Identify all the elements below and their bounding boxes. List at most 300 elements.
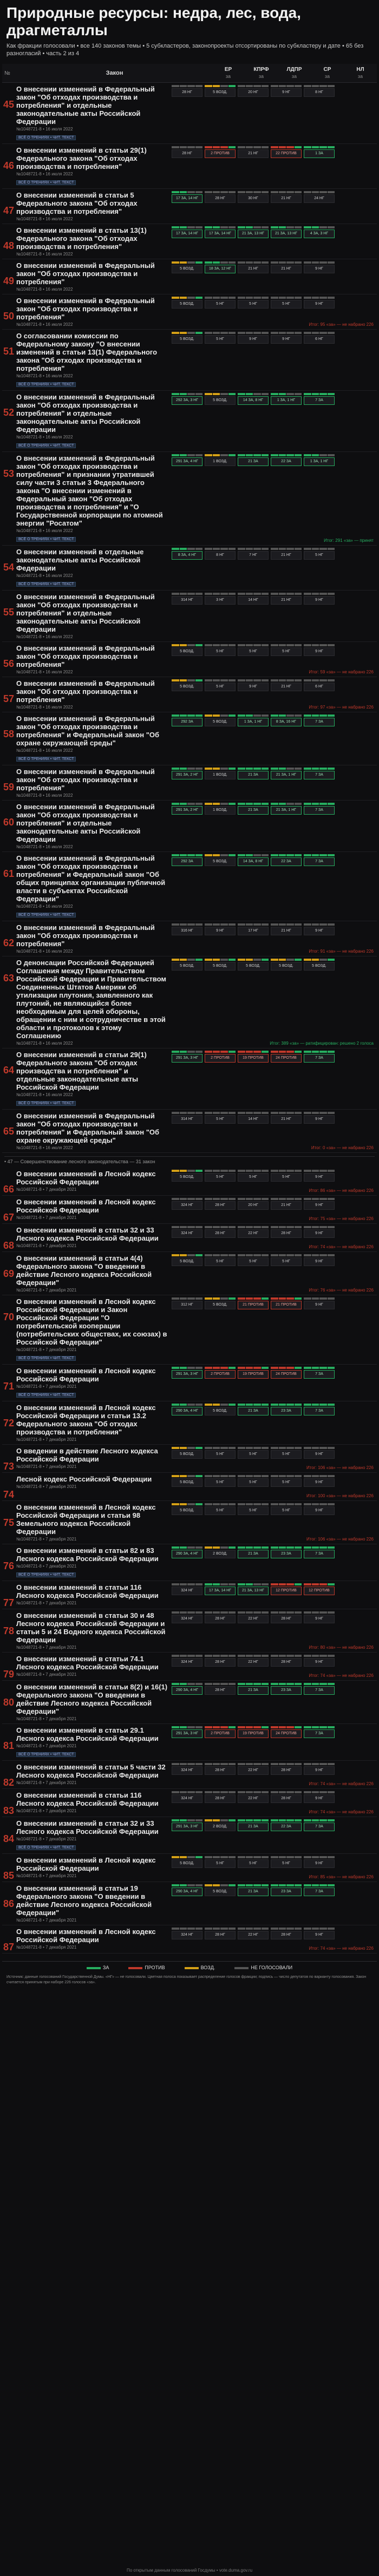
law-title[interactable]: О внесении изменений в статьи 30 и 48 Лесного кодекса Российской Федерации и статьи 5 и 24 Водного кодекса Российской Федерации (16, 1611, 166, 1644)
law-meta: №1048721-8 • 7 декабря 2021 (16, 1484, 77, 1489)
vote-bar-segment (205, 644, 212, 646)
vote-bar-segment (253, 803, 261, 805)
vote-bar-segment (195, 1791, 203, 1793)
vote-bar-segment (328, 1655, 335, 1657)
vote-cells (171, 83, 336, 143)
law-tag-link[interactable]: ВСЁ О ТРЕНИЯХ • ЧИТ. ТЕКСТ (16, 1845, 76, 1850)
vote-bar-segment (328, 1367, 335, 1369)
law-cell (15, 1445, 171, 1472)
law-tag-link[interactable]: ВСЁ О ТРЕНИЯХ • ЧИТ. ТЕКСТ (16, 537, 76, 542)
vote-cell (237, 923, 270, 956)
vote-bar (238, 1198, 269, 1200)
vote-bar-segment (295, 454, 302, 456)
law-row[interactable] (2, 765, 377, 801)
vote-bar-segment (262, 1856, 269, 1858)
vote-bar (205, 1884, 236, 1886)
law-title[interactable]: О внесении изменений в Федеральный закон "Об отходах производства и потребления" (16, 644, 155, 668)
vote-bar-segment (279, 1726, 286, 1728)
law-title[interactable]: О внесении изменений в статьи 29(1) Федерального закона "Об отходах производства и потребления" и отдельные законодательные акты Российской Федерации (16, 1051, 147, 1091)
law-meta: №1048721-8 • 7 декабря 2021 (16, 1601, 77, 1605)
law-title[interactable]: О внесении изменений в статьи 29.1 Лесного кодекса Российской Федерации (16, 1726, 159, 1742)
law-tag-link[interactable]: ВСЁ О ТРЕНИЯХ • ЧИТ. ТЕКСТ (16, 1393, 76, 1398)
vote-count: 7 ЗА (304, 771, 335, 779)
vote-bar-segment (312, 146, 319, 148)
law-row[interactable] (2, 259, 377, 294)
vote-bar-segment (180, 1503, 187, 1505)
vote-bar-segment (172, 332, 179, 334)
law-title[interactable]: О внесении изменений в Федеральный закон "Об отходах производства и потребления" и Федеральный закон "Об охране окружающей среды" (16, 715, 160, 747)
law-row[interactable] (2, 1854, 377, 1882)
vote-bar-segment (228, 593, 236, 595)
law-row[interactable] (2, 677, 377, 712)
vote-bar-segment (304, 1112, 311, 1114)
vote-count: 2 ПРОТИВ (205, 149, 236, 158)
vote-bar-segment (312, 1583, 319, 1585)
vote-cell (270, 1583, 303, 1609)
law-row[interactable] (2, 1168, 377, 1196)
vote-bar-segment (312, 297, 319, 299)
vote-bar-segment (238, 1447, 245, 1449)
vote-bar (205, 1791, 236, 1793)
law-title[interactable]: О денонсации Российской Федерацией Соглашения между Правительством Российской Федерации и Правительством Соединенных Штатов Америки об утилизации плутония, заявленного как плутоний, не являющийся более необходимым для целей обороны, обращении с ним и сотрудничестве в этой области и протоколов к этому Соглашению (16, 959, 166, 1040)
vote-bar-segment (246, 1763, 253, 1765)
law-row[interactable] (2, 83, 377, 144)
vote-cells (171, 1401, 336, 1444)
vote-bar-segment (286, 1503, 294, 1505)
vote-bar-segment (253, 1763, 261, 1765)
vote-bar-segment (187, 1198, 195, 1200)
vote-bar-segment (187, 1655, 195, 1657)
law-row[interactable] (2, 294, 377, 330)
law-row[interactable] (2, 546, 377, 591)
vote-bar-segment (262, 1198, 269, 1200)
vote-bar (238, 332, 269, 334)
vote-bar-segment (312, 1475, 319, 1477)
vote-bar-segment (213, 1051, 220, 1053)
law-row[interactable] (2, 956, 377, 1048)
row-number: 65 (3, 1126, 15, 1137)
law-meta: №1048721-8 • 16 июля 2022 (16, 217, 73, 221)
law-title[interactable]: О внесении изменений в Федеральный закон "Об отходах производства и потребления" и отдельные законодательные акты Российской Федерации (16, 593, 155, 633)
vote-cells (171, 956, 336, 1048)
vote-bar-segment (246, 803, 253, 805)
vote-bar (271, 1546, 302, 1549)
vote-bar-segment (304, 1447, 311, 1449)
vote-cell (204, 1611, 237, 1652)
vote-bar-segment (172, 593, 179, 595)
vote-bar (205, 1254, 236, 1256)
vote-bar-segment (205, 1404, 212, 1406)
vote-cell (171, 1611, 204, 1652)
law-title[interactable]: О внесении изменений в Лесной кодекс Российской Федерации (16, 1928, 156, 1944)
law-row[interactable] (2, 1196, 377, 1224)
vote-cell (270, 1297, 303, 1364)
law-row[interactable] (2, 1252, 377, 1295)
vote-bar-segment (195, 226, 203, 228)
law-title[interactable]: О внесении изменений в Федеральный закон "Об отходах производства и потребления" и отдельные законодательные акты Российской Федерации (16, 393, 155, 434)
vote-bar-segment (213, 1683, 220, 1685)
vote-bar (238, 1112, 269, 1114)
vote-bar (205, 1297, 236, 1300)
law-tag-link[interactable]: ВСЁ О ТРЕНИЯХ • ЧИТ. ТЕКСТ (16, 1572, 76, 1577)
law-row[interactable] (2, 1761, 377, 1789)
law-title[interactable]: О внесении изменений в статьи 29(1) Федерального закона "Об отходах производства и потребления" (16, 146, 147, 171)
vote-bar-segment (328, 1475, 335, 1477)
vote-bar-segment (220, 1928, 228, 1930)
law-row[interactable] (2, 1224, 377, 1252)
law-title[interactable]: О внесении изменений в Федеральный закон "Об отходах производства и потребления" и отдельные законодательные акты Российской Федерации (16, 803, 155, 843)
vote-count: 2 ВОЗД. (205, 1550, 236, 1558)
vote-bar-segment (180, 1791, 187, 1793)
law-row[interactable] (2, 801, 377, 852)
law-title[interactable]: Лесной кодекс Российской Федерации (16, 1475, 152, 1483)
law-title[interactable]: О введении в действие Лесного кодекса Российской Федерации (16, 1447, 158, 1463)
vote-bar-segment (220, 332, 228, 334)
vote-bar-segment (279, 1503, 286, 1505)
row-number: 64 (3, 1065, 15, 1076)
vote-bar-segment (180, 1112, 187, 1114)
vote-bar (172, 715, 202, 717)
law-title[interactable]: О внесении изменений в статьи 74.1 Лесного кодекса Российской Федерации (16, 1655, 159, 1671)
law-title[interactable]: О внесении изменений в статьи 82 и 83 Лесного кодекса Российской Федерации (16, 1546, 159, 1563)
law-title[interactable]: О внесении изменений в статьи 32 и 33 Лесного кодекса Российской Федерации (16, 1819, 159, 1836)
vote-cells (171, 1048, 336, 1109)
vote-bar-segment (220, 548, 228, 550)
vote-count: 24 НГ (304, 194, 335, 203)
vote-bar (304, 1928, 335, 1930)
vote-bar-segment (279, 1884, 286, 1886)
vote-bar-segment (195, 1583, 203, 1585)
law-tag-link[interactable]: ВСЁ О ТРЕНИЯХ • ЧИТ. ТЕКСТ (16, 1356, 76, 1361)
vote-cell (303, 1884, 336, 1925)
vote-bar-segment (205, 1198, 212, 1200)
vote-bar-segment (213, 1583, 220, 1585)
vote-bar-segment (187, 1297, 195, 1300)
vote-bar-segment (195, 146, 203, 148)
law-title[interactable]: О внесении изменений в статьи 116 Лесного кодекса Российской Федерации (16, 1583, 159, 1600)
vote-bar-segment (238, 1475, 245, 1477)
vote-count: 292 ЗА, 3 НГ (172, 396, 202, 405)
vote-bar (205, 1198, 236, 1200)
law-title[interactable]: О внесении изменений в Лесной кодекс Российской Федерации (16, 1170, 156, 1186)
vote-bar (304, 1546, 335, 1549)
vote-bar-segment (220, 297, 228, 299)
law-tag-link[interactable]: ВСЁ О ТРЕНИЯХ • ЧИТ. ТЕКСТ (16, 582, 76, 587)
vote-cells (171, 189, 336, 224)
law-row[interactable] (2, 224, 377, 259)
law-row[interactable] (2, 1295, 377, 1365)
law-row[interactable] (2, 1048, 377, 1110)
vote-bar-segment (304, 1819, 311, 1821)
vote-bar-segment (304, 454, 311, 456)
law-title[interactable]: О внесении изменений в статьи 5 части 32 Лесного кодекса Российской Федерации (16, 1763, 166, 1779)
vote-count: 1 ВОЗД. (205, 457, 236, 466)
vote-bar-segment (279, 146, 286, 148)
row-number: 48 (3, 240, 15, 251)
law-title[interactable]: О внесении изменений в Федеральный закон "Об отходах производства и потребления" и Федеральный закон "Об общих принципах организации публичной власти в субъектах Российской Федерации" (16, 854, 166, 903)
vote-bar-segment (220, 1726, 228, 1728)
vote-bar-segment (271, 923, 278, 926)
vote-cell (237, 1763, 270, 1788)
law-row[interactable] (2, 1817, 377, 1854)
vote-bar-segment (187, 1475, 195, 1477)
vote-bar-segment (172, 715, 179, 717)
vote-bar-segment (295, 1655, 302, 1657)
law-row[interactable] (2, 1882, 377, 1925)
vote-bar (271, 768, 302, 770)
vote-count: 1 ЗА, 1 НГ (271, 396, 302, 405)
law-tag-link[interactable]: ВСЁ О ТРЕНИЯХ • ЧИТ. ТЕКСТ (16, 1101, 76, 1106)
vote-bar-segment (228, 1170, 236, 1172)
vote-bar-segment (228, 261, 236, 264)
law-row[interactable] (2, 144, 377, 189)
law-row[interactable] (2, 391, 377, 452)
vote-bar-segment (246, 959, 253, 961)
vote-bar-segment (228, 1404, 236, 1406)
vote-bar-segment (195, 261, 203, 264)
legend-swatch (128, 1967, 142, 1969)
law-row[interactable] (2, 1544, 377, 1581)
law-row[interactable] (2, 452, 377, 546)
vote-count: 23 ЗА (271, 1686, 302, 1695)
law-row[interactable] (2, 712, 377, 765)
vote-bar-segment (220, 1763, 228, 1765)
law-title[interactable]: О внесении изменений в Лесной кодекс Российской Федерации (16, 1856, 156, 1872)
law-row[interactable] (2, 1365, 377, 1401)
vote-count: 9 НГ (238, 335, 269, 344)
law-tag-link[interactable]: ВСЁ О ТРЕНИЯХ • ЧИТ. ТЕКСТ (16, 135, 76, 140)
law-row[interactable] (2, 1110, 377, 1153)
vote-bar (271, 1051, 302, 1053)
vote-cell (270, 1254, 303, 1295)
vote-cell (171, 854, 204, 921)
vote-bar-segment (253, 593, 261, 595)
legend-swatch (185, 1967, 199, 1969)
vote-cell (237, 1856, 270, 1882)
vote-count: 21 ЗА (238, 1407, 269, 1415)
vote-bar (271, 85, 302, 87)
law-row[interactable] (2, 1925, 377, 1954)
law-row[interactable] (2, 189, 377, 224)
law-cell (15, 83, 171, 143)
vote-count: 9 НГ (304, 1301, 335, 1309)
vote-bar-segment (172, 644, 179, 646)
vote-bar (304, 715, 335, 717)
law-tag-link[interactable]: ВСЁ О ТРЕНИЯХ • ЧИТ. ТЕКСТ (16, 180, 76, 185)
vote-bar-segment (271, 1297, 278, 1300)
law-row[interactable] (2, 921, 377, 956)
vote-bar-segment (304, 1611, 311, 1614)
vote-bar-segment (286, 1112, 294, 1114)
vote-count: 21 ЗА (238, 806, 269, 815)
law-row[interactable] (2, 591, 377, 642)
vote-count: 5 НГ (271, 300, 302, 309)
vote-bar-segment (187, 644, 195, 646)
law-cell (15, 677, 171, 712)
vote-cell (204, 297, 237, 329)
law-cell (15, 1224, 171, 1251)
law-title[interactable]: О согласовании комиссии по Федеральному закону "О внесении изменений в статьи 13(1) Федерального закона "Об отходах производства и потребления" (16, 332, 158, 372)
law-title[interactable]: О внесении изменений в Федеральный закон "Об отходах производства и потребления" (16, 923, 155, 948)
vote-bar-segment (213, 85, 220, 87)
law-title[interactable]: О внесении изменений в Федеральный закон "Об отходах производства и потребления" (16, 261, 155, 286)
vote-bar-segment (253, 1198, 261, 1200)
law-row[interactable] (2, 852, 377, 921)
law-title[interactable]: О внесении изменений в отдельные законодательные акты Российской Федерации (16, 548, 144, 572)
law-row[interactable] (2, 1653, 377, 1681)
vote-bar-segment (304, 854, 311, 856)
vote-bar-segment (312, 768, 319, 770)
law-title[interactable]: О внесении изменений в статьи 13(1) Федерального закона "Об отходах производства и потребления" (16, 226, 147, 251)
vote-cell (237, 679, 270, 712)
vote-bar-segment (172, 1884, 179, 1886)
vote-bar-segment (271, 1546, 278, 1549)
vote-bar-segment (328, 85, 335, 87)
vote-bar (172, 1198, 202, 1200)
law-tag-link[interactable]: ВСЁ О ТРЕНИЯХ • ЧИТ. ТЕКСТ (16, 1752, 76, 1757)
law-row[interactable] (2, 1609, 377, 1653)
vote-bar (238, 854, 269, 856)
vote-bar-segment (295, 1254, 302, 1256)
vote-bar-segment (312, 1856, 319, 1858)
vote-count: 22 НГ (238, 1658, 269, 1667)
law-title[interactable]: О внесении изменений в Лесной кодекс Российской Федерации (16, 1198, 156, 1214)
vote-bar (304, 1254, 335, 1256)
vote-bar (238, 1404, 269, 1406)
law-tag-link[interactable]: ВСЁ О ТРЕНИЯХ • ЧИТ. ТЕКСТ (16, 757, 76, 762)
law-row[interactable] (2, 1501, 377, 1544)
vote-count: 5 ВОЗД. (172, 335, 202, 344)
row-number: 53 (3, 468, 15, 479)
vote-bar-segment (213, 959, 220, 961)
law-title[interactable]: О внесении изменений в Лесной кодекс Российской Федерации и статьи 98 Земельного кодекса Российской Федерации (16, 1503, 156, 1536)
vote-bar-segment (246, 644, 253, 646)
law-title[interactable]: О внесении изменений в Федеральный закон "Об отходах производства и потребления" (16, 297, 155, 321)
vote-bar-segment (286, 191, 294, 193)
vote-bar (238, 1763, 269, 1765)
vote-bar-segment (228, 679, 236, 681)
vote-bar-segment (319, 1583, 327, 1585)
vote-bar-segment (205, 1112, 212, 1114)
law-title[interactable]: О внесении изменений в Федеральный закон "Об отходах производства и потребления" (16, 679, 155, 704)
vote-bar-segment (228, 1198, 236, 1200)
vote-bar-segment (295, 297, 302, 299)
law-title[interactable]: О внесении изменений в статьи 32 и 33 Лесного кодекса Российской Федерации (16, 1226, 159, 1242)
vote-bar (172, 679, 202, 681)
vote-count: 324 НГ (172, 1615, 202, 1623)
vote-cell (204, 803, 237, 851)
law-title[interactable]: О внесении изменений в статьи 4(4) Федерального закона "О введении в действие Лесного кодекса Российской Федерации" (16, 1254, 152, 1287)
vote-bar-segment (205, 1884, 212, 1886)
law-cell (15, 1501, 171, 1544)
vote-bar-segment (220, 1791, 228, 1793)
vote-bar (172, 1791, 202, 1793)
vote-bar (304, 1051, 335, 1053)
vote-bar-segment (328, 1404, 335, 1406)
vote-bar-segment (295, 1051, 302, 1053)
vote-bar-segment (213, 1655, 220, 1657)
vote-bar-segment (220, 146, 228, 148)
vote-bar-segment (319, 1226, 327, 1228)
vote-bar (238, 1583, 269, 1585)
law-row[interactable] (2, 1681, 377, 1724)
vote-cell (171, 1226, 204, 1251)
vote-bar-segment (328, 1726, 335, 1728)
law-title[interactable]: О внесении изменений в Федеральный закон "Об отходах производства и потребления" и Федеральный закон "Об охране окружающей среды" (16, 1112, 160, 1144)
vote-bar-segment (279, 1170, 286, 1172)
vote-bar-segment (304, 959, 311, 961)
law-row[interactable] (2, 1581, 377, 1609)
law-row[interactable] (2, 1445, 377, 1473)
vote-cell (237, 1928, 270, 1953)
vote-bar (304, 854, 335, 856)
law-row[interactable] (2, 1473, 377, 1501)
vote-count: 28 НГ (271, 1931, 302, 1939)
law-row[interactable] (2, 330, 377, 391)
vote-bar-segment (295, 1475, 302, 1477)
law-title[interactable]: О внесении изменений в Федеральный закон "Об отходах производства и потребления" (16, 768, 155, 792)
vote-bar (205, 715, 236, 717)
vote-bar-segment (172, 1928, 179, 1930)
vote-count: 28 НГ (271, 1615, 302, 1623)
vote-cells (171, 1581, 336, 1609)
law-title[interactable]: О внесении изменений в статьи 116 Лесного кодекса Российской Федерации (16, 1791, 159, 1807)
law-row[interactable] (2, 1789, 377, 1817)
vote-bar (238, 1546, 269, 1549)
law-title[interactable]: О внесении изменений в Федеральный закон "Об отходах производства и потребления" и отдельные законодательные акты Российской Федерации (16, 85, 155, 126)
law-meta: №1048721-8 • 7 декабря 2021 (16, 1672, 77, 1677)
law-title[interactable]: О внесении изменений в Федеральный закон "Об отходах производства и потребления" и признании утратившей силу части 3 статьи 3 Федерального закона "О внесении изменений в Федеральный закон "Об отходах производства и потребления" и "О Государственной корпорации по атомной энергии "Росатом" (16, 454, 163, 527)
legend-item: ПРОТИВ (128, 1965, 165, 1970)
vote-bar-segment (319, 1503, 327, 1505)
vote-bar-segment (246, 1226, 253, 1228)
result-note: Итог: 97 «за» — не набрано 226 (309, 705, 374, 710)
vote-cell (204, 1226, 237, 1251)
vote-bar-segment (279, 1112, 286, 1114)
law-row[interactable] (2, 1724, 377, 1761)
law-title[interactable]: О внесении изменений в статьи 8(2) и 16(1) Федерального закона "О введении в действие Лесного кодекса Российской Федерации" (16, 1683, 168, 1715)
vote-bar-segment (253, 393, 261, 395)
vote-bar-segment (213, 1884, 220, 1886)
vote-bar-segment (312, 1726, 319, 1728)
law-tag-link[interactable]: ВСЁ О ТРЕНИЯХ • ЧИТ. ТЕКСТ (16, 913, 76, 917)
row-number: 71 (3, 1381, 15, 1392)
legend-swatch (234, 1967, 249, 1969)
law-title[interactable]: О внесении изменений в Лесной кодекс Российской Федерации и статьи 13.2 Федерального закона "Об отходах производства и потребления" (16, 1404, 156, 1436)
vote-count: 9 НГ (205, 927, 236, 935)
vote-count: 7 ЗА (304, 806, 335, 815)
vote-bar-segment (205, 715, 212, 717)
vote-cell (204, 593, 237, 641)
vote-count: 5 НГ (271, 1173, 302, 1182)
vote-count: 28 НГ (271, 1229, 302, 1238)
vote-bar-segment (187, 1404, 195, 1406)
law-tag-link[interactable]: ВСЁ О ТРЕНИЯХ • ЧИТ. ТЕКСТ (16, 443, 76, 448)
law-title[interactable]: О внесении изменений в Лесной кодекс Российской Федерации и Закон Российской Федерации "О потребительской кооперации (потребительских обществах, их союзах) в Российской Федерации" (16, 1297, 167, 1346)
law-tag-link[interactable]: ВСЁ О ТРЕНИЯХ • ЧИТ. ТЕКСТ (16, 382, 76, 387)
law-title[interactable]: О внесении изменений в статьи 5 Федерального закона "Об отходах производства и потребления" (16, 191, 138, 215)
vote-bar-segment (271, 1226, 278, 1228)
law-row[interactable] (2, 642, 377, 677)
row-number: 84 (3, 1833, 15, 1844)
row-number: 57 (3, 693, 15, 704)
law-row[interactable] (2, 1401, 377, 1445)
law-title[interactable]: О внесении изменений в Лесной кодекс Российской Федерации (16, 1367, 156, 1383)
law-title[interactable]: О внесении изменений в статьи 19 Федерального закона "О введении в действие Лесного кодекса Российской Федерации" (16, 1884, 152, 1917)
vote-cell (270, 644, 303, 677)
vote-bar-segment (187, 548, 195, 550)
vote-count: 5 НГ (205, 647, 236, 656)
